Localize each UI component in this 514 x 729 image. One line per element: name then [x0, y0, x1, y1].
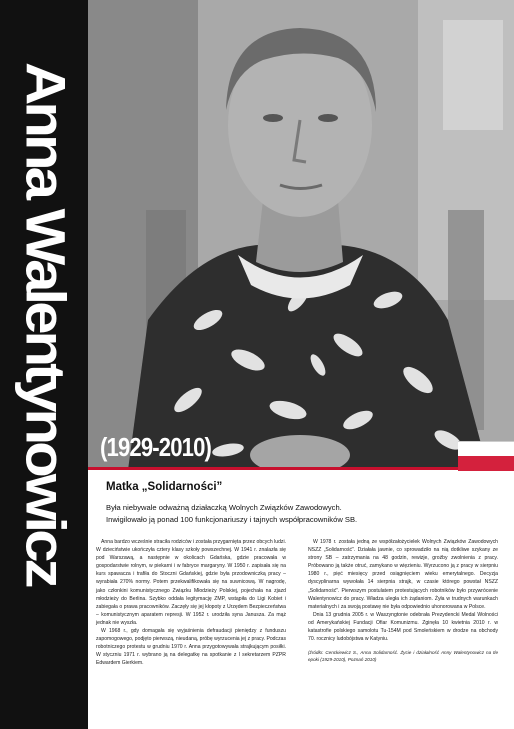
- flag-white-stripe: [458, 442, 514, 456]
- flag-red-stripe: [458, 456, 514, 471]
- lead-paragraph: [106, 502, 501, 526]
- lead-line-2: Inwigilowało ją ponad 100 funkcjonariuszy i tajnych współpracowników SB.: [106, 515, 358, 524]
- body-column-right: [308, 538, 498, 663]
- body-column-left: [96, 538, 286, 668]
- body-paragraph: Dnia 13 grudnia 2005 r. w Waszyngtonie odebrała Prezydencki Medal Wolności od Amerykańskiej Fundacji Ofiar Komunizmu. Zginęła 10 kwietnia 2010 r. w katastrofie polskiego samolotu Tu-154M pod Smoleńskiem w drodze na obchody 70. rocznicy ludobójstwa w Katyniu.: [308, 611, 498, 643]
- portrait-illustration: [88, 0, 514, 470]
- body-paragraph: W 1968 r., gdy domagała się wyjaśnienia defraudacji pieniędzy z funduszu zapomogowego, podjęto pierwszą, nieudaną, próbę wyrzucenia jej z pracy. Podczas robotniczego protestu w grudniu 1970 r. Anna przygotowywała strajkującym posiłki. W styczniu 1971 r. wybrano ją na delegatkę na spotkanie z I sekretarzem PZPR Edwardem Gierkiem.: [96, 628, 286, 667]
- body-paragraph: W 1978 r. została jedną ze współzałożycielek Wolnych Związków Zawodowych NSZZ „Solidarność”. Działała jawnie, co sprowadziło na nią dotkliwe szykany ze strony SB – zatrzymania na 48 godzin, rewizje, groźby zwolnienia z pracy. Próbowano ją także otruć, zamykano w więzieniu. Wyrzucono ją z pracy w sierpniu 1980 r., pięć miesięcy przed osiągnięciem wieku emerytalnego. Decyzja dyscyplinarna wywołała 14 sierpnia strajk, w czasie którego powstał NSZZ „Solidarność”. Pierwszym postulatem protestujących robotników było przywrócenie Walentynowicz do pracy. Władza uległa ich żądaniom. Żyła w trudnych warunkach materialnych i za swoją postawę nie była odpowiednio uhonorowana w Polsce.: [308, 539, 498, 610]
- nickname-subtitle: Matka „Solidarności”: [106, 481, 223, 493]
- portrait-photo: [88, 0, 514, 470]
- life-years: (1929-2010): [100, 432, 212, 462]
- person-name: Anna Walentynowicz: [14, 62, 77, 585]
- name-sidebar: [0, 0, 88, 729]
- lead-line-1: Była niebywale odważną działaczką Wolnych Związków Zawodowych.: [106, 503, 342, 512]
- body-paragraph: Anna bardzo wcześnie straciła rodziców i została przygarnięta przez obcych ludzi. W dzieciństwie ukończyła cztery klasy szkoły powszechnej. W 1941 r. znalazła się pod Warszawą, a następnie w okolicach Gdańska, gdzie pracowała w gospodarstwie rolnym, w piekarni i w fabryce margaryny. W 1950 r. zapisała się na kurs spawacza i trafiła do Stoczni Gdańskiej, gdzie była przodowniczką pracy – wyrabiała 270% normy. Potem przekwalifikowała się na suwnicową. W nagrodę, jako członkini komunistycznego Związku Młodzieży Polskiej, pojechała na zjazd młodzieży do Berlina. Szybko oddała legitymację ZMP, wstąpiła do Ligi Kobiet i zabiegała o prawa pracowników. Zaczęły się jej kłopoty z Urzędem Bezpieczeństwa – komunistycznym aparatem represji. W 1952 r. urodziła syna Janusza. Za mąż jednak nie wyszła.: [96, 539, 286, 626]
- polish-flag-icon: [458, 441, 514, 471]
- source-citation: (źródło: Cenckiewicz S., Anna Solidarność. Życie i działalność Anny Walentynowicz na tle epoki (1929-2010), Poznań 2010): [308, 650, 498, 663]
- vertical-name-block: [12, 62, 78, 592]
- red-divider: [88, 467, 458, 470]
